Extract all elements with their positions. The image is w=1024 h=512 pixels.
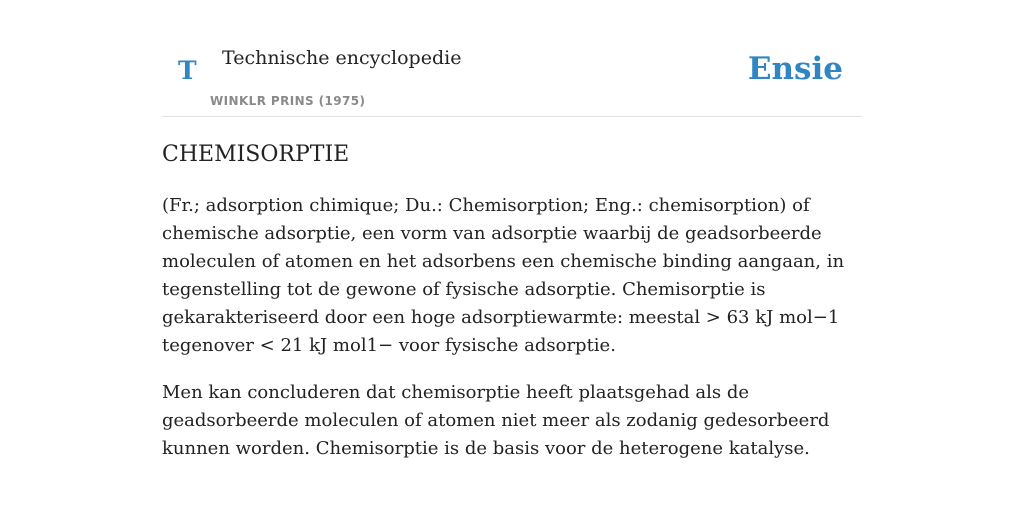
encyclopedia-logo-icon[interactable]: T (178, 56, 197, 85)
article-paragraph: (Fr.; adsorption chimique; Du.: Chemisorption; Eng.: chemisorption) of chemische adsorptie, een vorm van adsorptie waarbij de geadsorbeerde moleculen of atomen en het adsorbens een chemische binding aangaan, in tegenstelling tot de gewone of fysische adsorptie. Chemisorptie is gekarakteriseerd door een hoge adsorptiewarmte: meestal > 63 kJ mol−1 tegenover < 21 kJ mol1− voor fysische adsorptie. (162, 195, 845, 356)
page-header (162, 0, 862, 117)
source-label: WINKLR PRINS (1975) (210, 94, 366, 108)
ensie-logo-link[interactable]: Ensie (747, 51, 843, 87)
article (162, 140, 866, 463)
encyclopedia-title-link[interactable]: Technische encyclopedie (222, 47, 462, 69)
article-title: CHEMISORPTIE (162, 142, 350, 167)
article-paragraph: Men kan concluderen dat chemisorptie heeft plaatsgehad als de geadsorbeerde moleculen of atomen niet meer als zodanig gedesorbeerd kunnen worden. Chemisorptie is de basis voor de heterogene katalyse. (162, 382, 830, 459)
